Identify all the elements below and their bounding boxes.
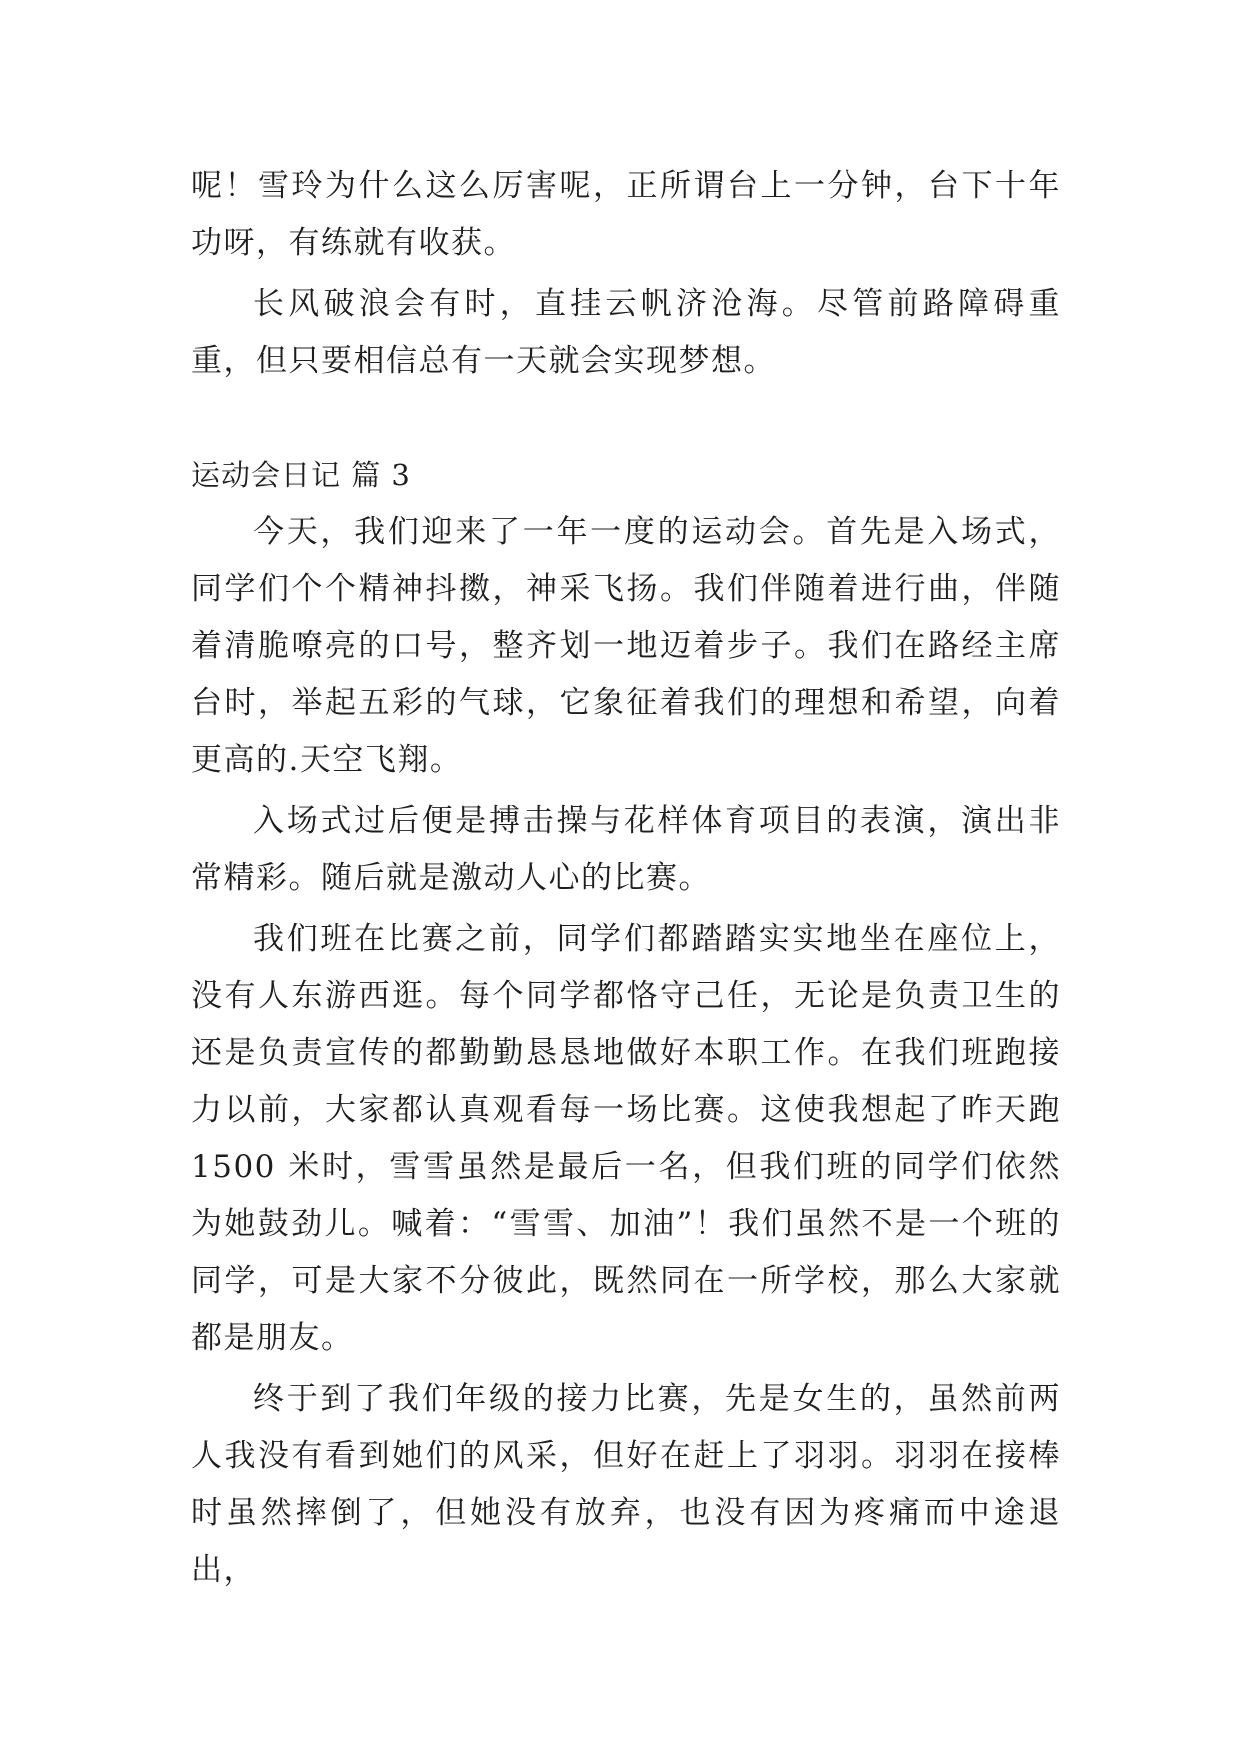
paragraph-relay: 终于到了我们年级的接力比赛，先是女生的，虽然前两人我没有看到她们的风采，但好在赶上了羽羽。羽羽在接棒时虽然摔倒了，但她没有放弃，也没有因为疼痛而中途退出， <box>191 1381 1061 1588</box>
paragraph-class: 我们班在比赛之前，同学们都踏踏实实地坐在座位上，没有人东游西逛。每个同学都恪守己任，无论是负责卫生的还是负责宣传的都勤勤恳恳地做好本职工作。在我们班跑接力以前，大家都认真观看每一场比赛。这使我想起了昨天跑1500 米时，雪雪虽然是最后一名，但我们班的同学们依然为她鼓劲儿。喊着：“雪雪、加油”！我们虽然不是一个班的同学，可是大家不分彼此，既然同在一所学校，那么大家就都是朋友。 <box>191 921 1061 1356</box>
paragraph-continuation: 呢！雪玲为什么这么厉害呢，正所谓台上一分钟，台下十年功呀，有练就有收获。 <box>191 168 1061 261</box>
paragraph-performance: 入场式过后便是搏击操与花样体育项目的表演，演出非常精彩。随后就是激动人心的比赛。 <box>191 803 1061 896</box>
section-title: 运动会日记 篇 3 <box>191 458 411 492</box>
paragraph-opening: 今天，我们迎来了一年一度的运动会。首先是入场式，同学们个个精神抖擞，神采飞扬。我们伴随着进行曲，伴随着清脆嘹亮的口号，整齐划一地迈着步子。我们在路经主席台时，举起五彩的气球，它象征着我们的理想和希望，向着更高的.天空飞翔。 <box>191 514 1061 778</box>
document-body <box>191 158 1061 1599</box>
paragraph-conclusion: 长风破浪会有时，直挂云帆济沧海。尽管前路障碍重重，但只要相信总有一天就会实现梦想。 <box>191 286 1061 379</box>
